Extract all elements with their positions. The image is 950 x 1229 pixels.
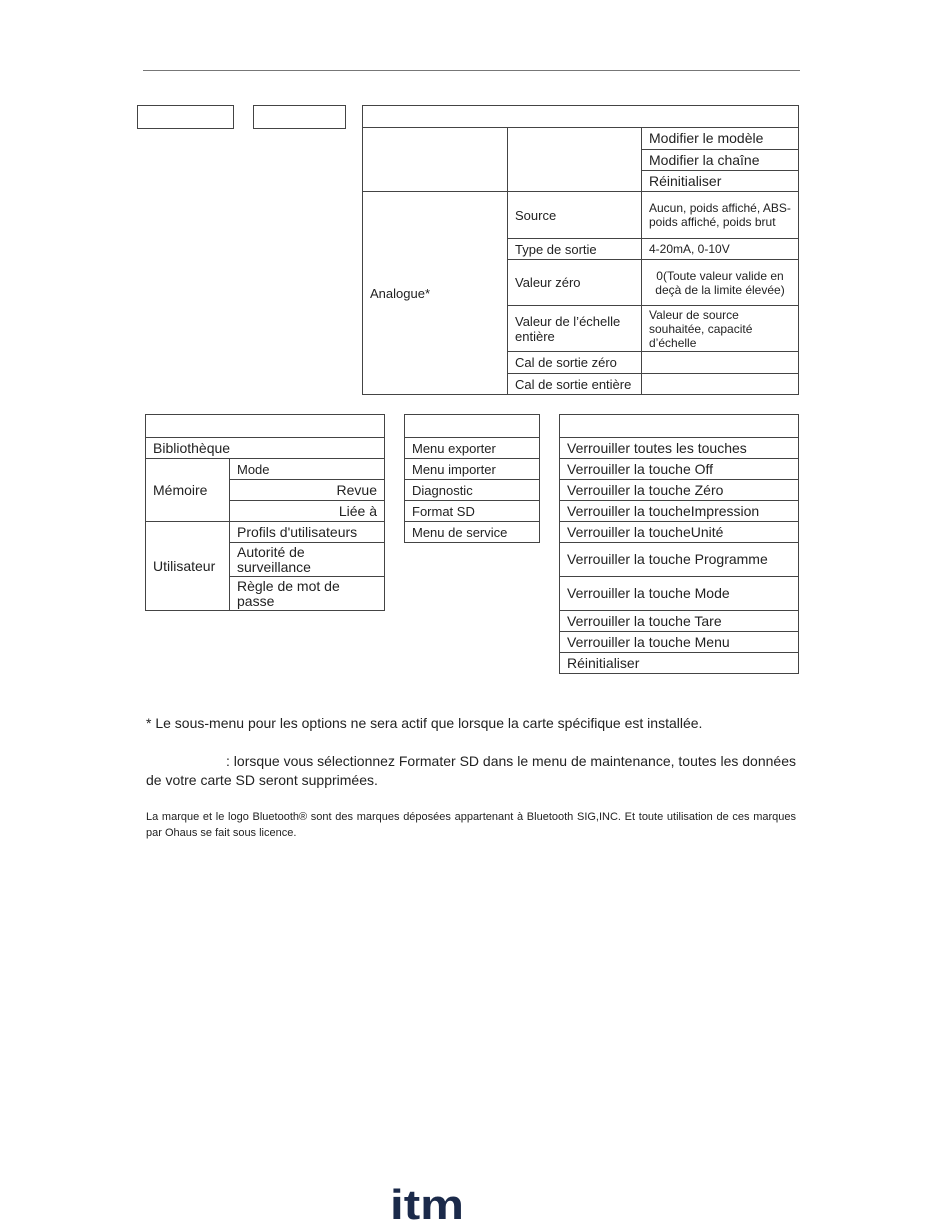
analog-item-value — [642, 352, 799, 374]
maintenance-menu-table — [404, 414, 540, 543]
memory-label: Mémoire — [146, 459, 230, 522]
analog-menu-table — [362, 105, 799, 395]
user-item: Règle de mot de passe — [230, 577, 385, 611]
maintenance-item: Menu de service — [405, 522, 540, 543]
sd-format-note-text: : lorsque vous sélectionnez Formater SD dans le menu de maintenance, toutes les données de votre carte SD seront supprimées. — [146, 753, 796, 788]
analog-item-label: Valeur de l’échelle entière — [508, 306, 642, 352]
maintenance-item: Diagnostic — [405, 480, 540, 501]
analog-item-value: 0(Toute valeur valide en deçà de la limite élevée) — [642, 260, 799, 306]
analog-item-label: Source — [508, 192, 642, 239]
print-item: Réinitialiser — [642, 171, 799, 192]
analog-item-value: Aucun, poids affiché, ABS-poids affiché, poids brut — [642, 192, 799, 239]
lockout-item: Verrouiller la toucheImpression — [560, 501, 799, 522]
menu-header-box-1 — [137, 105, 234, 129]
user-label: Utilisateur — [146, 522, 230, 611]
lockout-item: Verrouiller la touche Tare — [560, 611, 799, 632]
lockout-item: Verrouiller la touche Programme — [560, 543, 799, 577]
itm-logo — [390, 1188, 464, 1222]
menu-header-box-2 — [253, 105, 346, 129]
maintenance-item: Format SD — [405, 501, 540, 522]
analog-label: Analogue* — [363, 192, 508, 395]
analog-item-label: Cal de sortie entière — [508, 374, 642, 395]
gmp-menu-table — [145, 414, 385, 611]
footnote: * Le sous-menu pour les options ne sera actif que lorsque la carte spécifique est installée. — [146, 715, 703, 731]
analog-item-value — [642, 374, 799, 395]
analog-item-label: Cal de sortie zéro — [508, 352, 642, 374]
memory-item: Revue — [230, 480, 385, 501]
print-group-cell — [363, 128, 508, 192]
lockout-menu-table — [559, 414, 799, 674]
maintenance-table-header — [405, 415, 540, 438]
user-item: Profils d'utilisateurs — [230, 522, 385, 543]
bluetooth-legal-notice: La marque et le logo Bluetooth® sont des marques déposées appartenant à Bluetooth SIG,INC. Et toute utilisation de ces marques par Ohaus se fait sous licence. — [146, 811, 796, 839]
analog-item-label: Valeur zéro — [508, 260, 642, 306]
print-item: Modifier le modèle — [642, 128, 799, 150]
sd-format-note — [146, 752, 796, 790]
gmp-table-header — [146, 415, 385, 438]
lockout-item: Verrouiller la touche Zéro — [560, 480, 799, 501]
lockout-item: Verrouiller la toucheUnité — [560, 522, 799, 543]
analog-item-value: Valeur de source souhaitée, capacité d’échelle — [642, 306, 799, 352]
lockout-item: Verrouiller la touche Off — [560, 459, 799, 480]
lockout-item: Verrouiller la touche Menu — [560, 632, 799, 653]
user-item: Autorité de surveillance — [230, 543, 385, 577]
maintenance-item: Menu exporter — [405, 438, 540, 459]
lockout-item: Réinitialiser — [560, 653, 799, 674]
print-item: Modifier la chaîne — [642, 150, 799, 171]
print-subgroup-cell — [508, 128, 642, 192]
analog-item-value: 4-20mA, 0-10V — [642, 239, 799, 260]
maintenance-item: Menu importer — [405, 459, 540, 480]
memory-item: Mode — [230, 459, 385, 480]
analog-item-label: Type de sortie — [508, 239, 642, 260]
lockout-item: Verrouiller toutes les touches — [560, 438, 799, 459]
lockout-item: Verrouiller la touche Mode — [560, 577, 799, 611]
lockout-table-header — [560, 415, 799, 438]
memory-item: Liée à — [230, 501, 385, 522]
header-rule — [143, 70, 800, 71]
library-item: Bibliothèque — [146, 438, 385, 459]
analog-table-header — [363, 106, 799, 128]
svg-text:itm: itm — [390, 1188, 464, 1222]
